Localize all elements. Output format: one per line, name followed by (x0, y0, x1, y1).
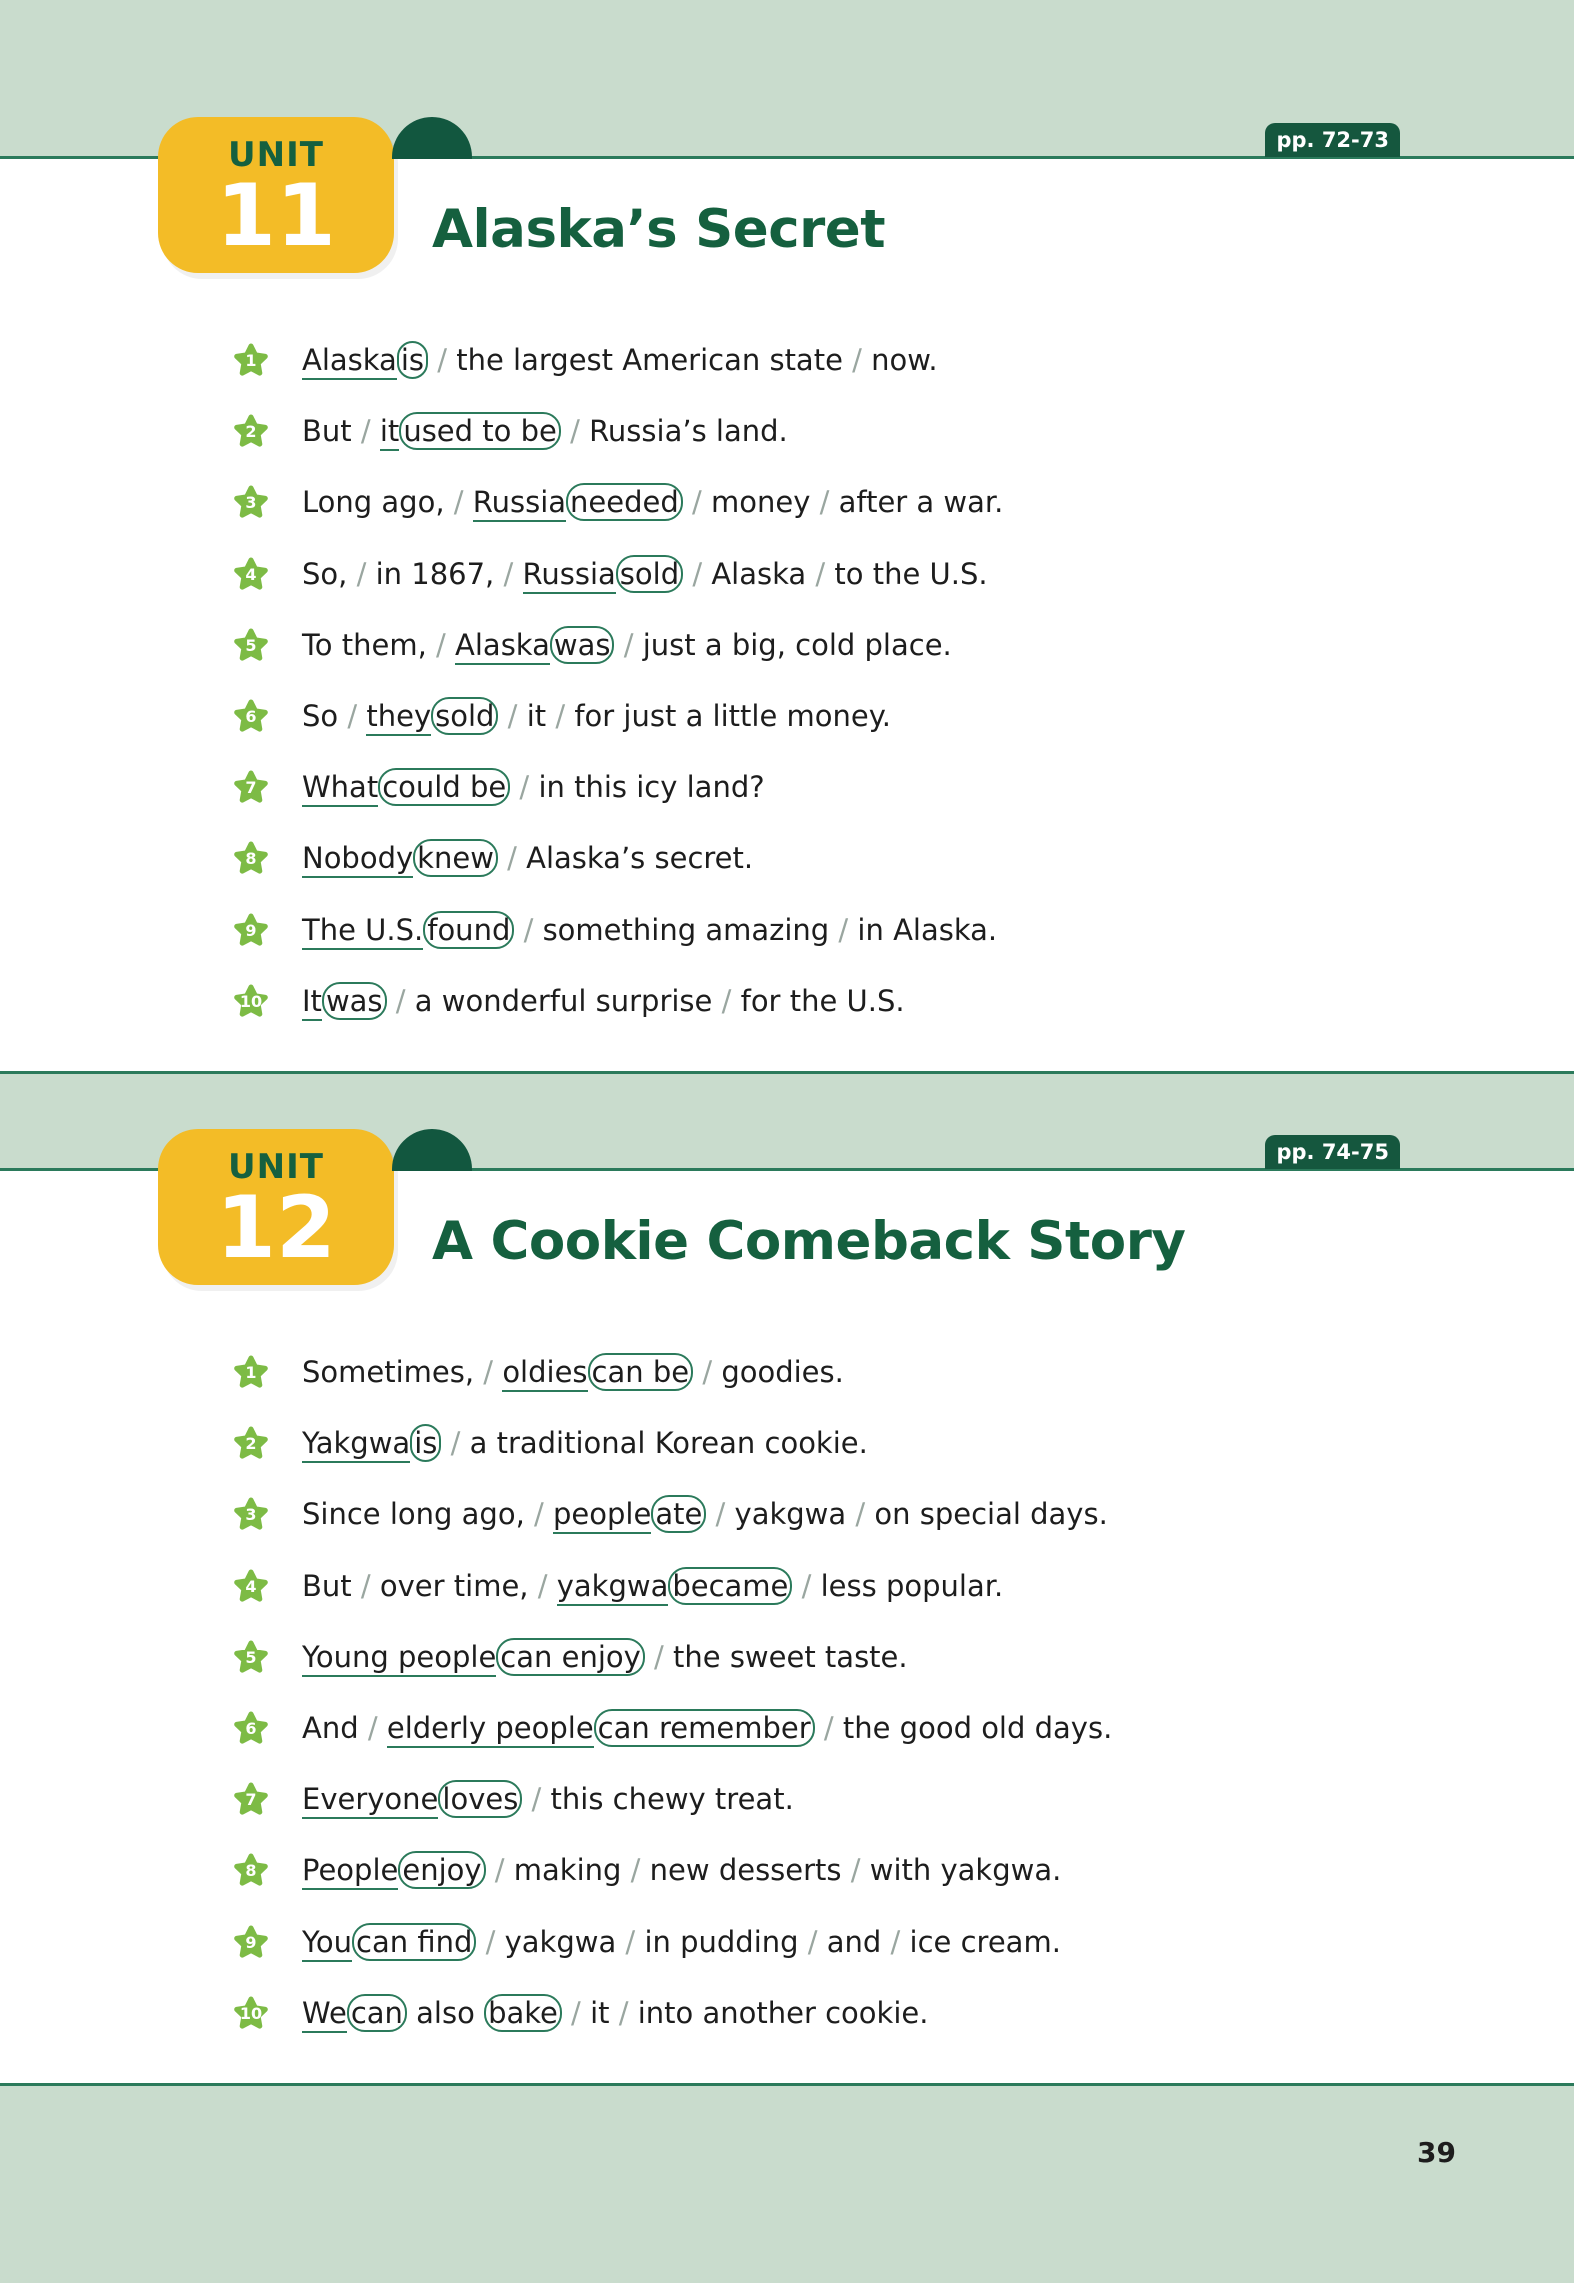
verb-circled: found (423, 911, 514, 949)
item-number: 5 (245, 635, 257, 655)
item-number: 1 (245, 1363, 257, 1382)
sentence-chunk: on special days. (874, 1497, 1108, 1532)
page-reference-tag: pp. 74-75 (1265, 1135, 1400, 1169)
item-number-badge (232, 984, 270, 1020)
subject-underlined: The U.S. (302, 913, 423, 950)
sentence-item (232, 1907, 1432, 1978)
sentence-text (302, 1495, 1108, 1533)
item-number: 9 (245, 920, 257, 940)
sentence-item (232, 1978, 1432, 2049)
subject-underlined: oldies (502, 1355, 587, 1392)
verb-circled: can (347, 1994, 407, 2032)
sentence-item (232, 895, 1432, 966)
sentence-chunk: in Alaska. (857, 912, 998, 947)
sentence-text (302, 626, 952, 664)
subject-underlined: Yakgwa (302, 1426, 410, 1463)
verb-circled: is (397, 341, 428, 379)
sentence-chunk: this chewy treat. (550, 1782, 794, 1817)
chunk-slash: / (444, 485, 473, 520)
verb-circled: used to be (399, 412, 561, 450)
subject-underlined: Alaska (455, 628, 550, 665)
subject-underlined: yakgwa (557, 1569, 669, 1606)
item-number: 5 (245, 1647, 257, 1667)
item-number: 10 (239, 991, 263, 1011)
sentence-chunk: in this icy land? (538, 770, 765, 805)
verb-circled: was (550, 626, 615, 664)
chunk-slash: / (560, 414, 590, 449)
sentence-text (302, 1851, 1061, 1889)
chunk-slash: / (546, 698, 575, 733)
chunk-slash: / (426, 627, 456, 662)
verb-circled: was (322, 982, 387, 1020)
chunk-slash: / (524, 1497, 554, 1532)
sentence-chunk: ice cream. (909, 1924, 1061, 1959)
subject-underlined: What (302, 770, 378, 807)
item-number: 7 (245, 778, 257, 798)
sentence-chunk: Russia’s land. (589, 414, 788, 449)
item-number: 4 (245, 1576, 257, 1596)
sentence-item (232, 396, 1432, 467)
page-number: 39 (1417, 2136, 1456, 2169)
verb-circled: enjoy (398, 1851, 485, 1889)
chunk-slash: / (358, 1710, 387, 1745)
item-number: 3 (245, 1505, 257, 1525)
sentence-list (232, 325, 1432, 1037)
item-number-badge (232, 1569, 270, 1605)
sentence-chunk: after a war. (838, 485, 1004, 520)
chunk-slash: / (561, 1995, 591, 2030)
chunk-slash: / (806, 556, 835, 591)
chunk-slash: / (514, 912, 543, 947)
sentence-chunk: with yakgwa. (869, 1853, 1062, 1888)
sentence-chunk: to the U.S. (834, 556, 988, 591)
item-number-badge (232, 414, 270, 450)
verb-circled: sold (616, 555, 683, 593)
unit-badge (158, 1129, 394, 1285)
unit-number: 12 (216, 1178, 336, 1278)
chunk-slash: / (386, 983, 415, 1018)
chunk-slash: / (712, 983, 741, 1018)
chunk-slash: / (441, 1426, 470, 1461)
sentence-chunk: over time, (379, 1568, 529, 1603)
chunk-slash: / (522, 1782, 551, 1817)
sentence-item (232, 325, 1432, 396)
subject-underlined: elderly people (387, 1711, 594, 1748)
item-number-badge (232, 913, 270, 949)
verb-circled: bake (484, 1994, 562, 2032)
chunk-slash: / (351, 1568, 380, 1603)
item-number: 6 (245, 706, 257, 726)
sentence-text (302, 555, 988, 593)
chunk-slash: / (494, 556, 523, 591)
item-number: 1 (245, 351, 257, 370)
sentence-item (232, 1764, 1432, 1835)
item-number-badge (232, 1497, 270, 1533)
chunk-slash: / (792, 1568, 821, 1603)
sentence-text (302, 768, 765, 806)
sentence-chunk: the sweet taste. (673, 1639, 908, 1674)
page-reference-tag: pp. 72-73 (1265, 123, 1400, 157)
sentence-item (232, 1693, 1432, 1764)
sentence-item (232, 1337, 1432, 1408)
item-number-badge (232, 1355, 270, 1391)
verb-circled: can enjoy (496, 1638, 645, 1676)
sentence-text (302, 1994, 928, 2032)
sentence-chunk: in 1867, (375, 556, 495, 591)
unit-title: A Cookie Comeback Story (432, 1211, 1186, 1272)
sentence-text (302, 697, 891, 735)
sentence-chunk: making (513, 1853, 622, 1888)
item-number: 7 (245, 1790, 257, 1810)
chunk-slash: / (528, 1568, 557, 1603)
subject-underlined: Russia (523, 557, 616, 594)
sentence-item (232, 823, 1432, 894)
item-number-badge (232, 557, 270, 593)
chunk-slash: / (683, 556, 712, 591)
item-number: 2 (245, 422, 257, 442)
subject-underlined: It (302, 984, 322, 1021)
subject-underlined: Alaska (302, 343, 397, 380)
chunk-slash: / (829, 912, 858, 947)
sentence-item (232, 1479, 1432, 1550)
verb-circled: can remember (594, 1709, 815, 1747)
sentence-text (302, 1424, 868, 1462)
chunk-slash: / (846, 1497, 875, 1532)
sentence-chunk: also (406, 1995, 485, 2030)
chunk-slash: / (338, 698, 367, 733)
sentence-chunk: So (302, 698, 339, 733)
sentence-chunk: yakgwa (504, 1924, 617, 1959)
sentence-chunk: Since long ago, (302, 1497, 525, 1532)
sentence-chunk: and (826, 1924, 882, 1959)
sentence-chunk: yakgwa (734, 1497, 847, 1532)
chunk-slash: / (621, 1853, 650, 1888)
unit-label: UNIT (228, 1147, 324, 1187)
unit-title: Alaska’s Secret (432, 199, 886, 260)
item-number: 4 (245, 564, 257, 584)
unit-11-panel (0, 128, 1574, 1074)
sentence-chunk: less popular. (820, 1568, 1004, 1603)
verb-circled: sold (431, 697, 498, 735)
chunk-slash: / (841, 1853, 870, 1888)
subject-underlined: people (553, 1497, 651, 1534)
sentence-text (302, 1638, 908, 1676)
sentence-item (232, 539, 1432, 610)
verb-circled: became (668, 1567, 792, 1605)
item-number-badge (232, 628, 270, 664)
verb-circled: ate (651, 1495, 706, 1533)
sentence-chunk: just a big, cold place. (642, 627, 952, 662)
verb-circled: needed (566, 483, 683, 521)
badge-tab-decoration (392, 1129, 472, 1171)
sentence-chunk: it (526, 698, 547, 733)
chunk-slash: / (485, 1853, 514, 1888)
sentence-chunk: But (302, 414, 352, 449)
sentence-chunk: now. (871, 343, 938, 377)
sentence-text (302, 1353, 844, 1391)
sentence-item (232, 1622, 1432, 1693)
item-number-badge (232, 1640, 270, 1676)
sentence-chunk: a traditional Korean cookie. (469, 1426, 868, 1461)
item-number-badge (232, 1853, 270, 1889)
verb-circled: is (410, 1424, 441, 1462)
subject-underlined: People (302, 1853, 398, 1890)
sentence-chunk: And (302, 1710, 359, 1745)
item-number-badge (232, 1996, 270, 2032)
sentence-text (302, 1709, 1112, 1747)
chunk-slash: / (474, 1355, 503, 1389)
verb-circled: can find (352, 1923, 476, 1961)
item-number-badge (232, 1925, 270, 1961)
subject-underlined: Everyone (302, 1782, 438, 1819)
subject-underlined: Nobody (302, 841, 413, 878)
subject-underlined: You (302, 1925, 352, 1962)
item-number-badge (232, 770, 270, 806)
verb-circled: knew (413, 839, 498, 877)
subject-underlined: Russia (473, 485, 566, 522)
sentence-item (232, 752, 1432, 823)
item-number: 3 (245, 493, 257, 513)
item-number: 10 (239, 2003, 263, 2023)
chunk-slash: / (881, 1924, 910, 1959)
chunk-slash: / (842, 343, 872, 377)
chunk-slash: / (497, 841, 527, 876)
sentence-text (302, 412, 788, 450)
verb-circled: can be (588, 1353, 694, 1391)
sentence-item (232, 681, 1432, 752)
unit-number: 11 (216, 166, 336, 266)
verb-circled: loves (438, 1780, 522, 1818)
item-number: 8 (245, 849, 257, 869)
chunk-slash: / (644, 1639, 674, 1674)
chunk-slash: / (510, 770, 539, 805)
chunk-slash: / (706, 1497, 735, 1532)
sentence-item (232, 1551, 1432, 1622)
sentence-chunk: the good old days. (842, 1710, 1113, 1745)
subject-underlined: it (380, 414, 399, 451)
sentence-chunk: something amazing (542, 912, 830, 947)
sentence-chunk: for the U.S. (740, 983, 905, 1018)
unit-badge (158, 117, 394, 273)
chunk-slash: / (614, 627, 643, 662)
item-number-badge (232, 1426, 270, 1462)
sentence-chunk: new desserts (649, 1853, 842, 1888)
sentence-text (302, 982, 905, 1020)
badge-tab-decoration (392, 117, 472, 159)
item-number-badge (232, 699, 270, 735)
chunk-slash: / (693, 1355, 722, 1389)
sentence-chunk: But (302, 1568, 352, 1603)
sentence-chunk: So, (302, 556, 348, 591)
item-number-badge (232, 1711, 270, 1747)
sentence-item (232, 1835, 1432, 1906)
chunk-slash: / (476, 1924, 505, 1959)
sentence-list (232, 1337, 1432, 2049)
sentence-chunk: a wonderful surprise (414, 983, 713, 1018)
chunk-slash: / (428, 343, 457, 377)
verb-circled: could be (378, 768, 510, 806)
sentence-chunk: To them, (302, 627, 427, 662)
chunk-slash: / (351, 414, 380, 449)
sentence-text (302, 483, 1003, 521)
sentence-chunk: the largest American state (456, 343, 843, 377)
chunk-slash: / (814, 1710, 843, 1745)
sentence-chunk: in pudding (644, 1924, 799, 1959)
item-number: 2 (245, 1434, 257, 1454)
sentence-text (302, 341, 938, 379)
sentence-chunk: goodies. (721, 1355, 844, 1389)
unit-label: UNIT (228, 135, 324, 175)
item-number: 6 (245, 1718, 257, 1738)
sentence-text (302, 839, 753, 877)
sentence-chunk: into another cookie. (637, 1995, 929, 2030)
sentence-chunk: it (590, 1995, 610, 2030)
chunk-slash: / (498, 698, 527, 733)
item-number-badge (232, 485, 270, 521)
subject-underlined: they (366, 699, 431, 736)
chunk-slash: / (798, 1924, 827, 1959)
sentence-item (232, 467, 1432, 538)
sentence-text (302, 1923, 1061, 1961)
unit-12-panel (0, 1140, 1574, 2086)
sentence-item (232, 966, 1432, 1037)
chunk-slash: / (810, 485, 839, 520)
chunk-slash: / (616, 1924, 645, 1959)
sentence-text (302, 1567, 1003, 1605)
subject-underlined: Young people (302, 1640, 496, 1677)
item-number-badge (232, 841, 270, 877)
item-number: 9 (245, 1932, 257, 1952)
item-number-badge (232, 1782, 270, 1818)
sentence-item (232, 610, 1432, 681)
sentence-chunk: Sometimes, (302, 1355, 475, 1389)
sentence-chunk: for just a little money. (574, 698, 891, 733)
chunk-slash: / (682, 485, 711, 520)
item-number-badge (232, 343, 270, 379)
subject-underlined: We (302, 1996, 347, 2033)
sentence-chunk: money (711, 485, 811, 520)
chunk-slash: / (347, 556, 376, 591)
chunk-slash: / (609, 1995, 638, 2030)
item-number: 8 (245, 1861, 257, 1881)
sentence-item (232, 1408, 1432, 1479)
sentence-chunk: Alaska’s secret. (526, 841, 754, 876)
sentence-chunk: Alaska (711, 556, 807, 591)
sentence-chunk: Long ago, (302, 485, 445, 520)
sentence-text (302, 1780, 794, 1818)
sentence-text (302, 911, 997, 949)
